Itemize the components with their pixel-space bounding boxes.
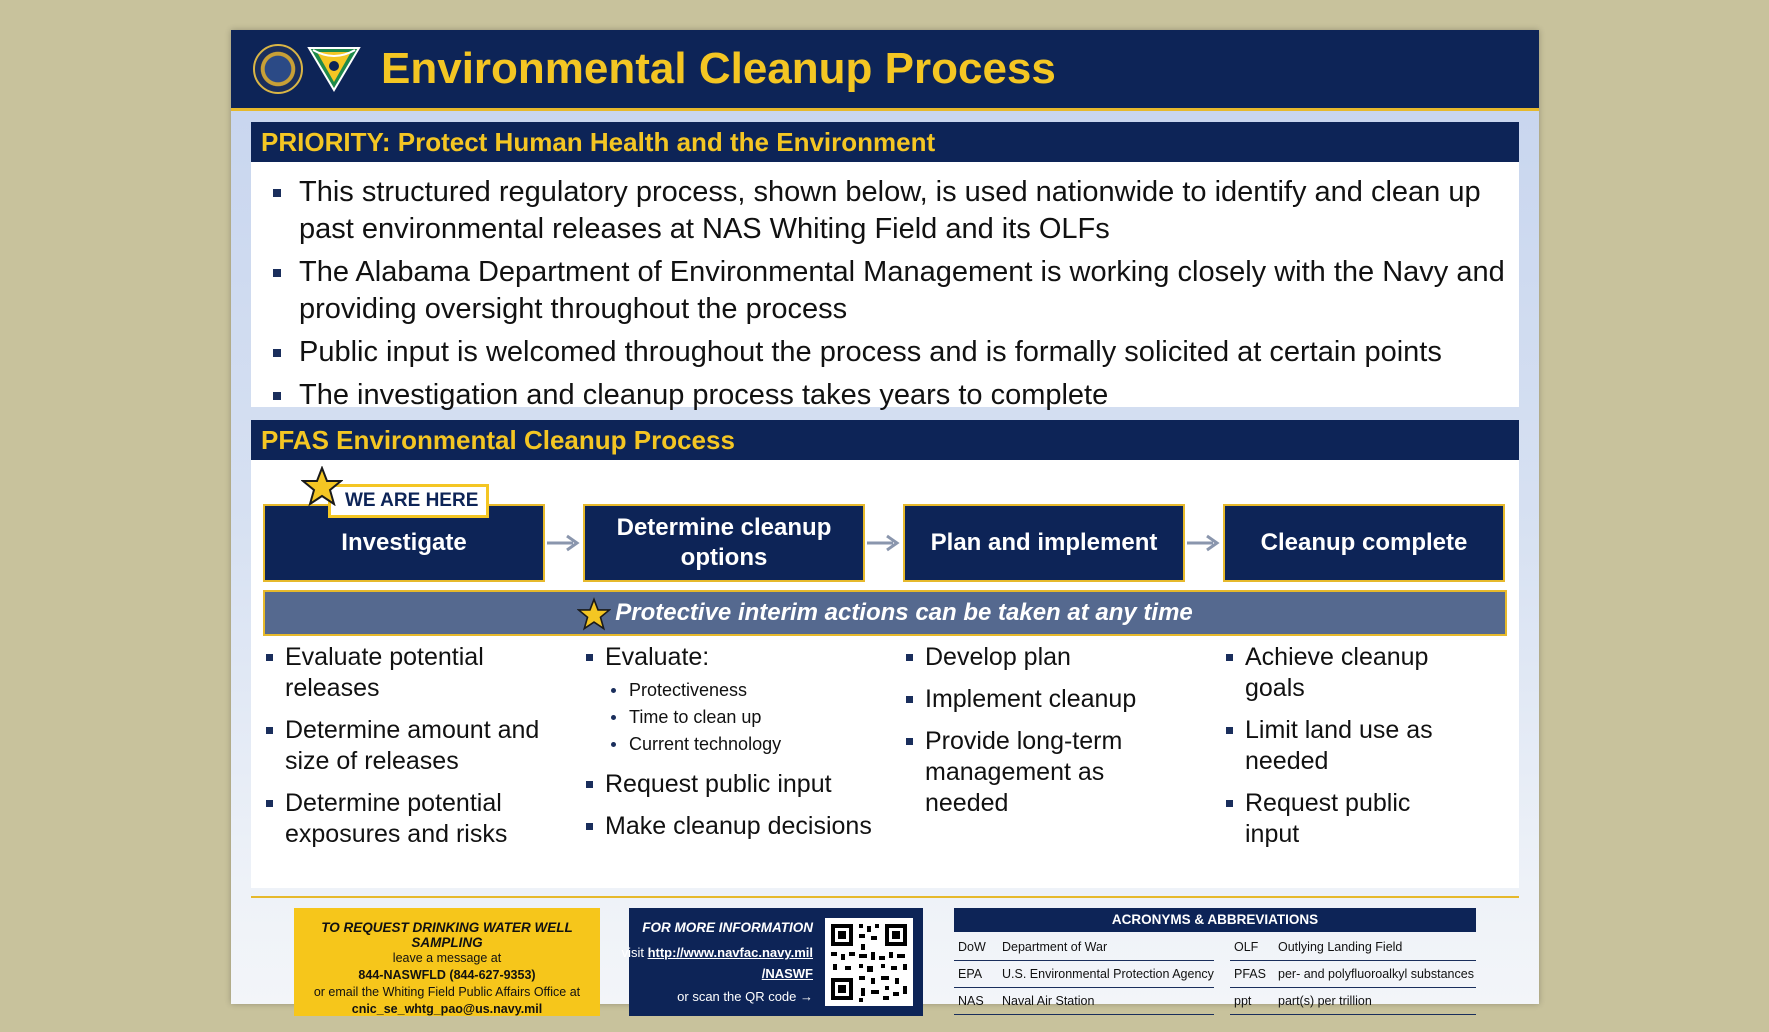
acronym-meaning: per- and polyfluoroalkyl substances [1278,967,1474,981]
acronym-meaning: U.S. Environmental Protection Agency [1002,967,1214,981]
star-icon [577,597,611,631]
star-icon [301,466,343,506]
priority-bullet: The investigation and cleanup process takes years to complete [263,377,1513,414]
list-item: Make cleanup decisions [583,811,883,842]
sampling-title: TO REQUEST DRINKING WATER WELL SAMPLING [321,920,573,950]
acronyms-table [954,908,1476,1012]
acronym-abbr: NAS [958,994,984,1008]
acronym-meaning: Naval Air Station [1002,994,1095,1008]
acronym-abbr: DoW [958,940,986,954]
interim-actions-text: Protective interim actions can be taken at any time [615,599,1193,626]
list-item: Limit land use as needed [1223,715,1463,777]
sampling-line1: leave a message at [392,951,502,965]
list-item: Evaluate potential releases [263,642,553,704]
acronym-row [1230,961,1476,988]
pfas-heading: PFAS Environmental Cleanup Process [251,420,1519,460]
acronym-meaning: Outlying Landing Field [1278,940,1403,954]
footer-divider [251,896,1519,898]
navy-seal-icon [253,44,303,94]
arrow-right-icon [1187,534,1221,552]
acronym-meaning: part(s) per trillion [1278,994,1372,1008]
acronym-row [954,961,1214,988]
qr-instruction: or scan the QR code → [677,989,813,1004]
interim-actions-bar [263,590,1507,636]
priority-bullet: The Alabama Department of Environmental Management is working closely with the Navy and providing oversight throughout the process [263,254,1513,328]
plan-list [903,642,1163,830]
acronym-abbr: PFAS [1234,967,1266,981]
step-plan-implement: Plan and implement [903,504,1185,582]
acronyms-heading: ACRONYMS & ABBREVIATIONS [954,908,1476,932]
info-visit [622,945,813,960]
evaluate-label: Evaluate: [605,643,710,671]
step-determine-options: Determine cleanup options [583,504,865,582]
we-are-here-badge: WE ARE HERE [328,484,489,518]
navfac-link[interactable]: http://www.navfac.navy.mil [647,945,813,960]
acronym-row [954,988,1214,1015]
list-item: Provide long-term management as needed [903,726,1163,819]
header-banner [231,30,1539,111]
complete-list [1223,642,1463,861]
list-item: Implement cleanup [903,684,1163,715]
sampling-request-box [294,908,600,1016]
acronyms-body [954,932,1476,1012]
qr-code-icon[interactable] [825,918,913,1006]
poster [231,30,1539,1016]
navfac-link-path[interactable]: /NASWF [761,966,813,981]
list-item: Request public input [1223,788,1463,850]
arrow-right-icon [867,534,901,552]
list-item: Achieve cleanup goals [1223,642,1463,704]
investigate-list [263,642,553,861]
list-item: Determine potential exposures and risks [263,788,553,850]
list-item: Determine amount and size of releases [263,715,553,777]
arrow-right-icon [547,534,581,552]
priority-panel [251,162,1519,411]
acronym-abbr: OLF [1234,940,1259,954]
acronyms-left-column [954,934,1214,1015]
more-info-box [621,908,923,1016]
priority-bullet: This structured regulatory process, shown below, is used nationwide to identify and clean up past environmental releases at NAS Whiting Field and its OLFs [263,174,1513,248]
page-title: Environmental Cleanup Process [381,44,1056,93]
list-item [583,642,883,758]
sampling-email[interactable]: cnic_se_whtg_pao@us.navy.mil [351,1002,543,1016]
info-title: FOR MORE INFORMATION [642,920,813,935]
acronym-row [1230,988,1476,1015]
sub-item: Current technology [605,731,883,758]
visit-label: visit [621,945,644,960]
sampling-phone[interactable]: 844-NASWFLD (844-627-9353) [358,968,536,982]
list-item: Request public input [583,769,883,800]
priority-bullet: Public input is welcomed throughout the process and is formally solicited at certain points [263,334,1513,371]
list-item: Develop plan [903,642,1163,673]
acronym-meaning: Department of War [1002,940,1108,954]
sub-item: Time to clean up [605,704,883,731]
naval-air-station-logo-icon [307,44,361,92]
acronym-abbr: EPA [958,967,983,981]
sampling-line2: or email the Whiting Field Public Affairs Office at [313,985,581,999]
acronym-row [954,934,1214,961]
sub-item: Protectiveness [605,677,883,704]
step-investigate: Investigate [263,504,545,582]
acronym-abbr: ppt [1234,994,1252,1008]
step-cleanup-complete: Cleanup complete [1223,504,1505,582]
evaluate-sublist [605,677,883,758]
acronyms-right-column [1230,934,1476,1015]
options-list [583,642,883,853]
priority-list [263,174,1513,420]
priority-heading: PRIORITY: Protect Human Health and the Environment [251,122,1519,162]
acronym-row [1230,934,1476,961]
